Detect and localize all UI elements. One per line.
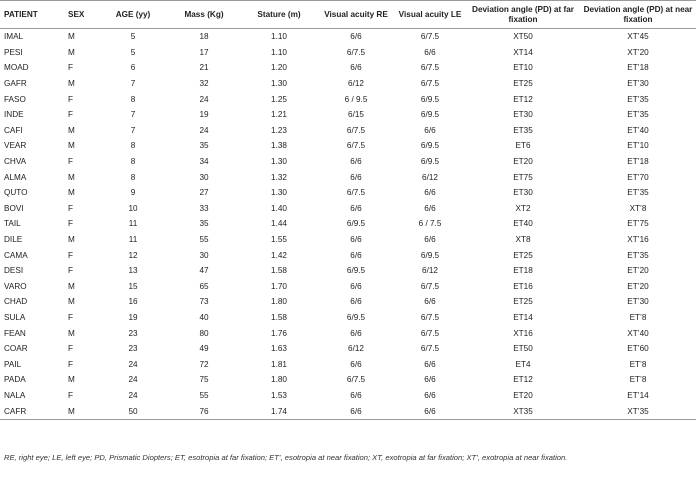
col-age-cell: 12 [128, 250, 138, 260]
col-visual-acuity-le-cell: 6/7.5 [420, 281, 440, 291]
col-mass-cell: 65 [199, 281, 209, 291]
col-deviation-near-cell: ET’20 [627, 281, 649, 291]
col-patient-cell: CHVA [4, 157, 27, 167]
col-deviation-near-cell: ET’35 [627, 94, 649, 104]
col-stature-cell: 1.42 [271, 250, 287, 260]
col-deviation-far-cell: XT35 [513, 406, 533, 416]
col-visual-acuity-le-cell: 6/9.5 [420, 110, 440, 120]
col-age-cell: 8 [130, 157, 136, 167]
col-age-cell: 24 [128, 375, 138, 385]
col-age-cell: 15 [128, 281, 138, 291]
col-age-cell: 23 [128, 344, 138, 354]
col-mass-cell: 24 [199, 94, 209, 104]
col-sex-cell: M [68, 297, 75, 307]
col-stature-cell: 1.20 [271, 63, 287, 73]
col-sex-cell: M [68, 235, 75, 245]
col-mass-cell: 75 [199, 375, 209, 385]
col-patient-cell: PAIL [4, 359, 22, 369]
col-patient-cell: PESI [4, 47, 23, 57]
col-age-cell: 11 [128, 219, 138, 229]
table-row [0, 201, 696, 217]
col-mass-cell: 35 [199, 219, 209, 229]
col-visual-acuity-re-header: Visual acuity RE [324, 10, 388, 19]
col-age-cell: 50 [128, 406, 138, 416]
table-row [0, 310, 696, 326]
col-sex-cell: F [68, 219, 74, 229]
col-deviation-far-cell: ET25 [513, 250, 533, 260]
col-stature-cell: 1.76 [271, 328, 287, 338]
col-patient-cell: CAFI [4, 125, 23, 135]
col-visual-acuity-le-cell: 6/7.5 [420, 344, 440, 354]
col-stature-cell: 1.38 [271, 141, 287, 151]
table-row [0, 356, 696, 372]
col-deviation-near-cell: XT’16 [627, 235, 649, 245]
col-visual-acuity-re-cell: 6/6 [350, 328, 362, 338]
table-row [0, 279, 696, 295]
col-mass-cell: 47 [199, 266, 209, 276]
header-row [0, 1, 696, 29]
col-visual-acuity-le-cell: 6/6 [424, 406, 436, 416]
table-row [0, 107, 696, 123]
table-row [0, 138, 696, 154]
col-stature-cell: 1.58 [271, 266, 287, 276]
table-row [0, 341, 696, 357]
col-deviation-near-header: Deviation angle (PD) at near fixation [583, 5, 693, 24]
table-row [0, 388, 696, 404]
col-deviation-near-cell: XT’35 [627, 406, 649, 416]
col-visual-acuity-re-cell: 6/7.5 [346, 141, 366, 151]
col-deviation-near-cell: ET’14 [627, 390, 649, 400]
col-stature-cell: 1.63 [271, 344, 287, 354]
col-sex-cell: F [68, 157, 74, 167]
col-deviation-near-cell: ET’20 [627, 266, 649, 276]
col-age-cell: 24 [128, 359, 138, 369]
col-stature-cell: 1.21 [271, 110, 287, 120]
col-deviation-far-cell: XT50 [513, 32, 533, 42]
col-deviation-far-cell: ET6 [515, 141, 531, 151]
table-row [0, 263, 696, 279]
col-patient-cell: VEAR [4, 141, 27, 151]
col-patient-cell: GAFR [4, 79, 27, 89]
col-visual-acuity-re-cell: 6/9.5 [346, 219, 366, 229]
col-visual-acuity-le-cell: 6/9.5 [420, 250, 440, 260]
col-visual-acuity-re-cell: 6/6 [350, 250, 362, 260]
col-stature-cell: 1.32 [271, 172, 287, 182]
col-mass-cell: 73 [199, 297, 209, 307]
table-row [0, 403, 696, 419]
col-mass-header: Mass (Kg) [184, 10, 224, 19]
col-visual-acuity-le-cell: 6/6 [424, 359, 436, 369]
table-row [0, 29, 696, 45]
col-visual-acuity-re-cell: 6/6 [350, 172, 362, 182]
col-stature-cell: 1.25 [271, 94, 287, 104]
col-patient-cell: FEAN [4, 328, 26, 338]
table-footnote: RE, right eye; LE, left eye; PD, Prismatic Diopters; ET, esotropia at far fixation; ET’, esotropia at near fixation; XT, exotropia at far fixation; XT’, exotropia at near fixation. [4, 453, 568, 462]
col-visual-acuity-le-cell: 6/7.5 [420, 312, 440, 322]
table-header [0, 1, 696, 29]
col-deviation-far-cell: XT14 [513, 47, 533, 57]
col-mass-cell: 33 [199, 203, 209, 213]
col-mass-cell: 24 [199, 125, 209, 135]
col-deviation-far-cell: ET30 [513, 188, 533, 198]
col-sex-cell: M [68, 32, 75, 42]
col-patient-cell: COAR [4, 344, 28, 354]
col-age-header: AGE (yy) [115, 10, 151, 19]
col-visual-acuity-le-cell: 6/6 [424, 188, 436, 198]
col-patient-cell: IMAL [4, 32, 24, 42]
col-visual-acuity-re-cell: 6/6 [350, 32, 362, 42]
col-sex-cell: M [68, 141, 75, 151]
col-visual-acuity-re-cell: 6/6 [350, 63, 362, 73]
col-deviation-near-cell: XT’45 [627, 32, 649, 42]
col-patient-cell: CAFR [4, 406, 27, 416]
col-deviation-far-cell: ET50 [513, 344, 533, 354]
col-patient-cell: FASO [4, 94, 26, 104]
col-visual-acuity-re-cell: 6/6 [350, 297, 362, 307]
col-visual-acuity-re-cell: 6 / 9.5 [344, 94, 368, 104]
col-age-cell: 10 [128, 203, 138, 213]
col-deviation-far-cell: ET12 [513, 94, 533, 104]
col-sex-cell: F [68, 63, 74, 73]
col-deviation-far-cell: ET35 [513, 125, 533, 135]
col-visual-acuity-le-cell: 6 / 7.5 [418, 219, 442, 229]
col-stature-cell: 1.70 [271, 281, 287, 291]
col-deviation-far-cell: ET40 [513, 219, 533, 229]
col-patient-cell: QUTO [4, 188, 28, 198]
col-visual-acuity-re-cell: 6/7.5 [346, 188, 366, 198]
col-visual-acuity-re-cell: 6/6 [350, 157, 362, 167]
col-stature-cell: 1.81 [271, 359, 287, 369]
table-body [0, 29, 696, 420]
col-deviation-near-cell: ET’10 [627, 141, 649, 151]
col-visual-acuity-le-cell: 6/9.5 [420, 94, 440, 104]
table-row [0, 216, 696, 232]
col-visual-acuity-re-cell: 6/7.5 [346, 125, 366, 135]
col-age-cell: 7 [130, 125, 136, 135]
col-visual-acuity-re-cell: 6/12 [348, 344, 364, 354]
col-visual-acuity-re-cell: 6/7.5 [346, 47, 366, 57]
col-patient-cell: PADA [4, 375, 26, 385]
col-deviation-far-cell: ET25 [513, 79, 533, 89]
col-deviation-near-cell: ET’30 [627, 297, 649, 307]
col-mass-cell: 80 [199, 328, 209, 338]
col-mass-cell: 35 [199, 141, 209, 151]
col-age-cell: 19 [128, 312, 138, 322]
col-patient-cell: TAIL [4, 219, 21, 229]
col-deviation-far-cell: ET4 [515, 359, 531, 369]
table-row [0, 76, 696, 92]
table-row [0, 247, 696, 263]
col-visual-acuity-le-cell: 6/12 [422, 172, 438, 182]
col-stature-cell: 1.30 [271, 188, 287, 198]
col-sex-header: SEX [68, 10, 85, 19]
table-row [0, 185, 696, 201]
col-sex-cell: M [68, 79, 75, 89]
col-patient-cell: INDE [4, 110, 24, 120]
col-visual-acuity-re-cell: 6/6 [350, 390, 362, 400]
col-stature-cell: 1.23 [271, 125, 287, 135]
col-age-cell: 5 [130, 47, 136, 57]
table-row [0, 169, 696, 185]
col-sex-cell: F [68, 110, 74, 120]
col-mass-cell: 17 [199, 47, 209, 57]
col-age-cell: 6 [130, 63, 136, 73]
table-row [0, 60, 696, 76]
col-deviation-far-cell: ET20 [513, 157, 533, 167]
col-mass-cell: 76 [199, 406, 209, 416]
col-age-cell: 8 [130, 172, 136, 182]
col-mass-cell: 55 [199, 235, 209, 245]
col-mass-cell: 30 [199, 250, 209, 260]
table-row [0, 325, 696, 341]
col-patient-cell: DESI [4, 266, 24, 276]
col-mass-cell: 30 [199, 172, 209, 182]
col-visual-acuity-re-cell: 6/7.5 [346, 375, 366, 385]
col-deviation-far-cell: ET20 [513, 390, 533, 400]
col-deviation-near-cell: XT’8 [629, 203, 647, 213]
col-mass-cell: 18 [199, 32, 209, 42]
col-age-cell: 23 [128, 328, 138, 338]
col-stature-cell: 1.10 [271, 32, 287, 42]
col-patient-cell: CAMA [4, 250, 28, 260]
col-patient-cell: CHAD [4, 297, 28, 307]
col-visual-acuity-le-cell: 6/7.5 [420, 79, 440, 89]
col-visual-acuity-re-cell: 6/9.5 [346, 312, 366, 322]
col-mass-cell: 34 [199, 157, 209, 167]
col-stature-cell: 1.30 [271, 79, 287, 89]
col-deviation-near-cell: ET’40 [627, 125, 649, 135]
col-age-cell: 7 [130, 79, 136, 89]
col-stature-cell: 1.80 [271, 297, 287, 307]
col-sex-cell: M [68, 125, 75, 135]
col-visual-acuity-le-cell: 6/7.5 [420, 32, 440, 42]
col-deviation-near-cell: ET’35 [627, 250, 649, 260]
col-sex-cell: F [68, 390, 74, 400]
col-visual-acuity-le-cell: 6/12 [422, 266, 438, 276]
col-sex-cell: M [68, 375, 75, 385]
col-mass-cell: 72 [199, 359, 209, 369]
col-mass-cell: 19 [199, 110, 209, 120]
table-row [0, 123, 696, 139]
col-visual-acuity-le-cell: 6/6 [424, 47, 436, 57]
col-stature-cell: 1.10 [271, 47, 287, 57]
col-patient-cell: MOAD [4, 63, 29, 73]
col-visual-acuity-le-cell: 6/9.5 [420, 157, 440, 167]
col-sex-cell: F [68, 203, 74, 213]
col-age-cell: 16 [128, 297, 138, 307]
col-mass-cell: 49 [199, 344, 209, 354]
col-deviation-near-cell: ET’70 [627, 172, 649, 182]
col-stature-cell: 1.44 [271, 219, 287, 229]
col-deviation-near-cell: ET’8 [629, 375, 647, 385]
col-stature-cell: 1.74 [271, 406, 287, 416]
col-visual-acuity-le-cell: 6/6 [424, 235, 436, 245]
col-deviation-near-cell: ET’8 [629, 312, 647, 322]
col-patient-cell: ALMA [4, 172, 27, 182]
col-stature-cell: 1.55 [271, 235, 287, 245]
col-visual-acuity-le-cell: 6/6 [424, 203, 436, 213]
col-sex-cell: F [68, 312, 74, 322]
col-stature-header: Stature (m) [257, 10, 301, 19]
col-deviation-far-cell: ET12 [513, 375, 533, 385]
col-sex-cell: M [68, 47, 75, 57]
col-deviation-near-cell: ET’30 [627, 79, 649, 89]
col-deviation-far-cell: ET25 [513, 297, 533, 307]
col-age-cell: 13 [128, 266, 138, 276]
col-mass-cell: 32 [199, 79, 209, 89]
col-visual-acuity-re-cell: 6/6 [350, 235, 362, 245]
col-sex-cell: M [68, 188, 75, 198]
col-visual-acuity-le-header: Visual acuity LE [398, 10, 462, 19]
col-visual-acuity-le-cell: 6/7.5 [420, 63, 440, 73]
table-row [0, 154, 696, 170]
col-visual-acuity-le-cell: 6/9.5 [420, 141, 440, 151]
col-deviation-near-cell: ET’60 [627, 344, 649, 354]
col-visual-acuity-re-cell: 6/12 [348, 79, 364, 89]
col-visual-acuity-le-cell: 6/7.5 [420, 328, 440, 338]
col-deviation-near-cell: ET’8 [629, 359, 647, 369]
col-deviation-far-cell: ET30 [513, 110, 533, 120]
col-mass-cell: 27 [199, 188, 209, 198]
col-mass-cell: 55 [199, 390, 209, 400]
col-patient-cell: VARO [4, 281, 27, 291]
col-visual-acuity-le-cell: 6/6 [424, 125, 436, 135]
col-visual-acuity-re-cell: 6/6 [350, 281, 362, 291]
col-patient-header: PATIENT [4, 10, 38, 19]
col-deviation-near-cell: ET’35 [627, 110, 649, 120]
col-visual-acuity-le-cell: 6/6 [424, 375, 436, 385]
col-deviation-near-cell: ET’35 [627, 188, 649, 198]
col-age-cell: 7 [130, 110, 136, 120]
col-sex-cell: F [68, 266, 74, 276]
table-row [0, 294, 696, 310]
col-deviation-near-cell: XT’20 [627, 47, 649, 57]
col-deviation-near-cell: ET’75 [627, 219, 649, 229]
col-mass-cell: 40 [199, 312, 209, 322]
col-patient-cell: NALA [4, 390, 26, 400]
col-mass-cell: 21 [199, 63, 209, 73]
col-age-cell: 11 [128, 235, 138, 245]
table-row [0, 372, 696, 388]
col-deviation-far-cell: ET10 [513, 63, 533, 73]
col-visual-acuity-re-cell: 6/15 [348, 110, 364, 120]
table-row [0, 45, 696, 61]
col-patient-cell: BOVI [4, 203, 24, 213]
col-sex-cell: F [68, 94, 74, 104]
col-age-cell: 8 [130, 141, 136, 151]
col-deviation-near-cell: ET’18 [627, 157, 649, 167]
col-sex-cell: M [68, 172, 75, 182]
col-sex-cell: M [68, 281, 75, 291]
col-age-cell: 24 [128, 390, 138, 400]
col-age-cell: 5 [130, 32, 136, 42]
col-visual-acuity-le-cell: 6/6 [424, 297, 436, 307]
col-deviation-far-cell: XT2 [515, 203, 531, 213]
col-deviation-far-header: Deviation angle (PD) at far fixation [472, 5, 574, 24]
col-deviation-far-cell: XT8 [515, 235, 531, 245]
col-stature-cell: 1.58 [271, 312, 287, 322]
col-age-cell: 9 [130, 188, 136, 198]
table-row [0, 91, 696, 107]
col-deviation-near-cell: XT’40 [627, 328, 649, 338]
col-stature-cell: 1.40 [271, 203, 287, 213]
col-sex-cell: M [68, 406, 75, 416]
col-stature-cell: 1.53 [271, 390, 287, 400]
col-sex-cell: M [68, 328, 75, 338]
col-visual-acuity-re-cell: 6/6 [350, 359, 362, 369]
col-sex-cell: F [68, 359, 74, 369]
col-deviation-near-cell: ET’18 [627, 63, 649, 73]
col-deviation-far-cell: ET75 [513, 172, 533, 182]
col-stature-cell: 1.30 [271, 157, 287, 167]
col-visual-acuity-re-cell: 6/6 [350, 406, 362, 416]
col-stature-cell: 1.80 [271, 375, 287, 385]
col-patient-cell: SULA [4, 312, 26, 322]
col-age-cell: 8 [130, 94, 136, 104]
col-visual-acuity-re-cell: 6/6 [350, 203, 362, 213]
col-visual-acuity-le-cell: 6/6 [424, 390, 436, 400]
col-patient-cell: DILE [4, 235, 23, 245]
col-deviation-far-cell: ET18 [513, 266, 533, 276]
col-visual-acuity-re-cell: 6/9.5 [346, 266, 366, 276]
col-deviation-far-cell: XT16 [513, 328, 533, 338]
col-deviation-far-cell: ET16 [513, 281, 533, 291]
col-deviation-far-cell: ET14 [513, 312, 533, 322]
col-sex-cell: F [68, 344, 74, 354]
table-row [0, 232, 696, 248]
col-sex-cell: F [68, 250, 74, 260]
